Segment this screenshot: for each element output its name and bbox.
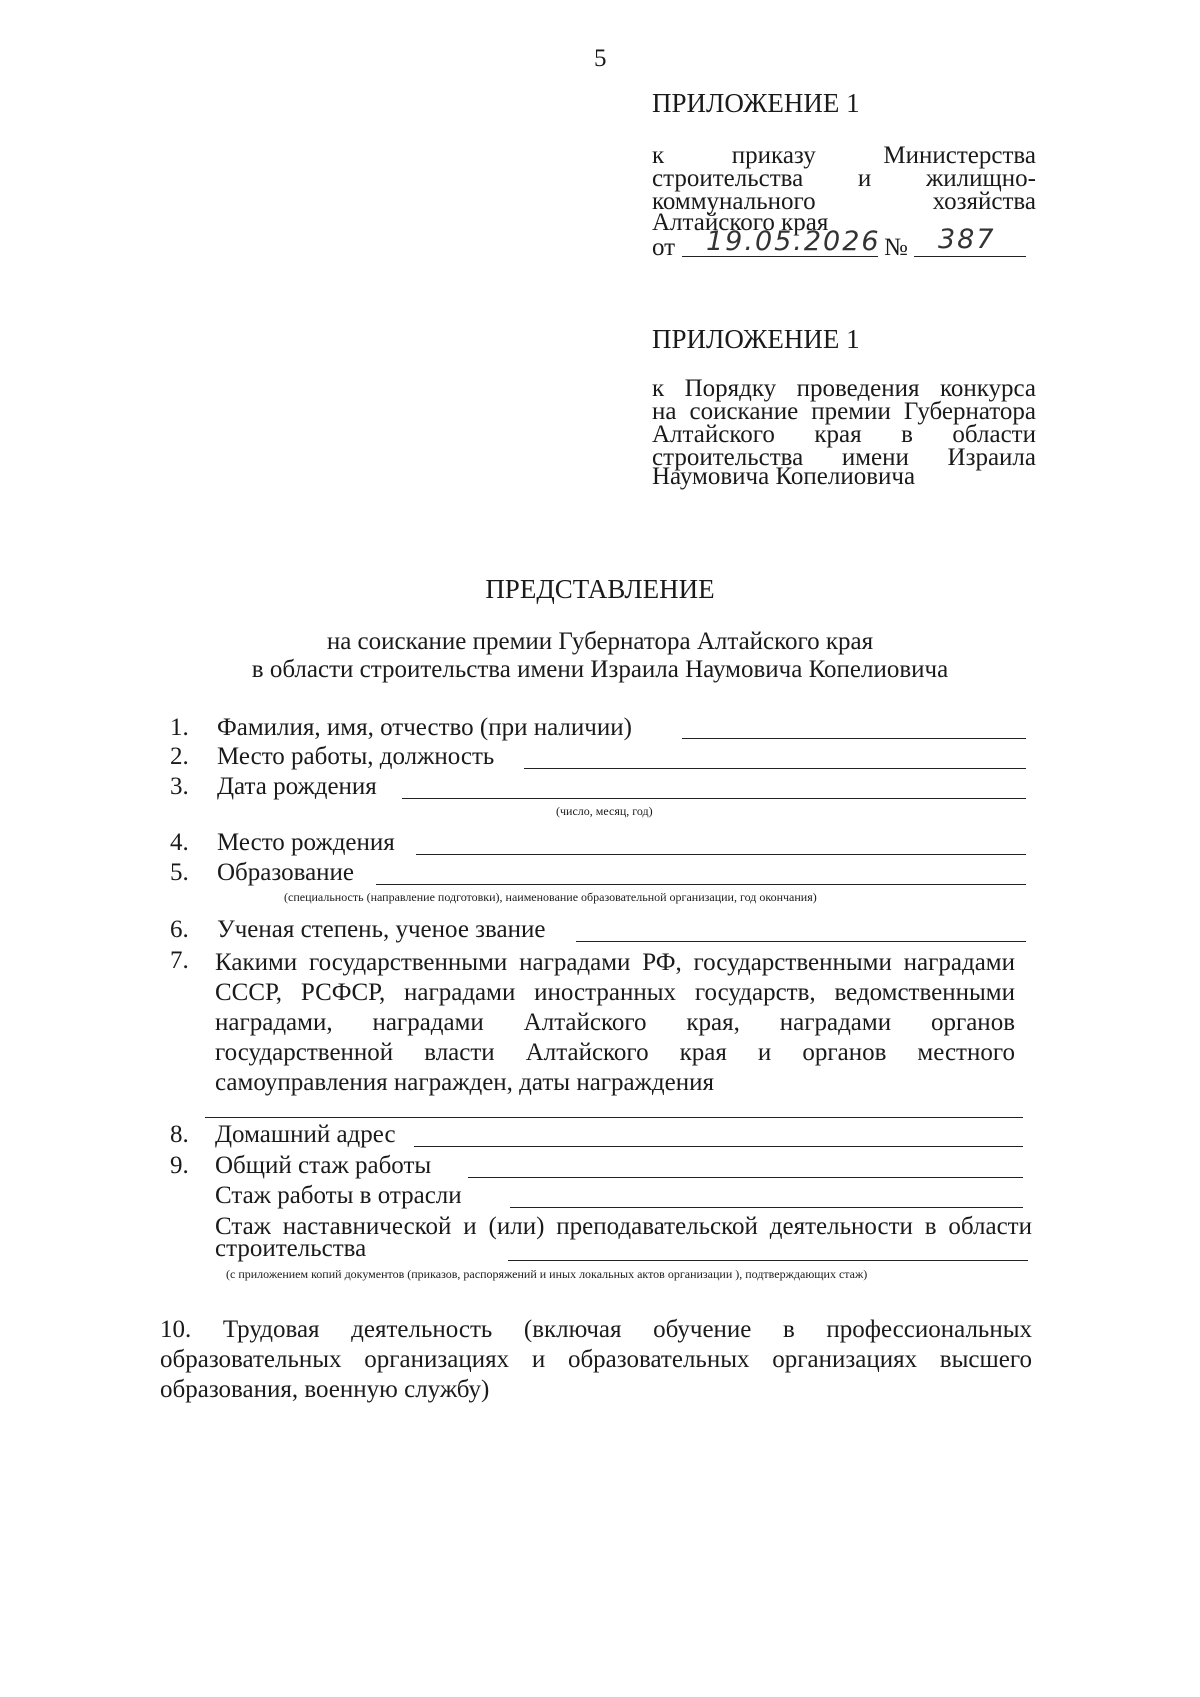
full-name-field[interactable] [682,738,1026,739]
education-field[interactable] [376,884,1026,885]
appendix-order-line-3: коммунального хозяйства [652,188,1036,215]
birth-place-field[interactable] [416,854,1026,855]
appendix-procedure-line-4: строительства имени Израила [652,444,1036,471]
item-label-education: Образование [217,859,355,886]
item-number: 3. [170,773,189,800]
order-number-underline [914,256,1026,257]
item-number: 7. [170,947,189,974]
item-label-total-experience: Общий стаж работы [215,1152,432,1179]
document-subtitle-line-2: в области строительства имени Израила Наумовича Копелиовича [251,656,949,683]
item-label-teaching-experience: Стаж наставнической и (или) преподавательской деятельности в области [215,1213,1032,1240]
order-number-sign: № [884,234,908,261]
item-number: 9. [170,1152,189,1179]
appendix-procedure-line-2: на соискание премии Губернатора [652,398,1036,425]
appendix-procedure-line-5: Наумовича Копелиовича [652,463,916,490]
item-label-industry-experience: Стаж работы в отрасли [215,1182,462,1209]
item-label-full-name: Фамилия, имя, отчество (при наличии) [217,714,632,741]
item-label-workplace: Место работы, должность [217,743,495,770]
appendix-order-line-4: Алтайского края [652,209,829,236]
order-number-handwritten: 387 [938,224,996,255]
item-label-teaching-experience-cont: строительства [215,1235,367,1262]
item-label-birth-place: Место рождения [217,829,395,856]
page-number: 5 [594,45,607,72]
order-date-prefix: от [652,234,676,261]
item-label-degree: Ученая степень, ученое звание [217,916,546,943]
order-date-handwritten: 19.05.2026 [706,226,881,257]
item-number: 6. [170,916,189,943]
birth-date-hint: (число, месяц, год) [556,804,653,818]
item-text-awards: Какими государственными наградами РФ, государственными наградами СССР, РСФСР, наградами иностранных государств, ведомственными наградами, наградами Алтайского края, наградами органов государственной власти Алтайского края и органов местного самоуправления награжден, даты награждения [215,949,1015,1096]
experience-hint: (с приложением копий документов (приказов, распоряжений и иных локальных актов организации ), подтверждающих стаж) [226,1267,868,1281]
item-label-home-address: Домашний адрес [215,1121,396,1148]
document-title: ПРЕДСТАВЛЕНИЕ [485,574,715,604]
teaching-experience-field[interactable] [508,1260,1028,1261]
birth-date-field[interactable] [402,798,1026,799]
appendix-order-line-1: к приказу Министерства [652,142,1036,169]
item-number: 2. [170,743,189,770]
appendix-order-line-2: строительства и жилищно- [652,165,1036,192]
education-hint: (специальность (направление подготовки), наименование образовательной организации, год окончания) [284,890,817,904]
item-number: 8. [170,1121,189,1148]
item-number: 5. [170,859,189,886]
appendix-heading: ПРИЛОЖЕНИЕ 1 [652,88,860,118]
degree-field[interactable] [576,941,1026,942]
home-address-field[interactable] [414,1146,1023,1147]
item-label-birth-date: Дата рождения [217,773,377,800]
item-text-work-history: 10. Трудовая деятельность (включая обучение в профессиональных образовательных организациях и образовательных организациях высшего образования, военную службу) [160,1316,1032,1403]
awards-field[interactable] [205,1117,1023,1118]
appendix-procedure-line-3: Алтайского края в области [652,421,1036,448]
document-subtitle-line-1: на соискание премии Губернатора Алтайского края [326,628,874,655]
appendix-procedure-line-1: к Порядку проведения конкурса [652,375,1036,402]
appendix-procedure-heading: ПРИЛОЖЕНИЕ 1 [652,324,860,354]
total-experience-field[interactable] [468,1177,1023,1178]
item-number: 1. [170,714,189,741]
industry-experience-field[interactable] [510,1207,1023,1208]
item-number: 4. [170,829,189,856]
workplace-field[interactable] [524,768,1026,769]
